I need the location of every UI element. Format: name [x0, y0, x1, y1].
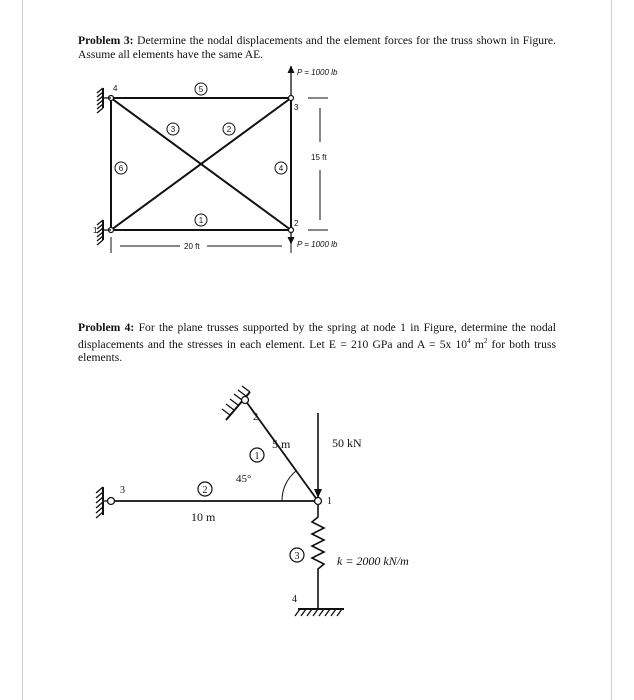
element-5-marker	[195, 83, 207, 95]
element-2-marker	[198, 482, 212, 496]
problem-4-text: For the plane trusses supported by the spring at node 1 in Figure, determine the nodal displacements and the stresses in each element. Let E = 210 GPa and A = 5x 10	[78, 321, 556, 351]
problem-4-exponent: 4	[467, 336, 471, 345]
height-dimension	[308, 98, 328, 230]
load-label: 50 kN	[332, 436, 362, 450]
problem-4-exponent-2: 2	[483, 336, 488, 345]
joint-1	[315, 498, 322, 505]
spring-constant-label: k = 2000 kN/m	[337, 554, 409, 568]
node-label-2: 2	[253, 412, 258, 423]
pin-support-node-4-icon	[97, 88, 111, 113]
truss-members	[111, 98, 291, 230]
inclined-length-label: 5 m	[272, 437, 291, 451]
element-3-marker	[167, 123, 179, 135]
svg-text:3: 3	[170, 125, 176, 134]
load-bottom-label: P = 1000 lb	[297, 240, 338, 249]
element-3-marker	[290, 548, 304, 562]
element-markers	[115, 83, 287, 226]
width-dimension	[111, 237, 291, 253]
node-labels	[120, 412, 332, 605]
node-label-4: 4	[292, 594, 297, 605]
problem-3-label: Problem 3:	[78, 34, 134, 47]
element-1-marker	[195, 214, 207, 226]
element-2-marker	[223, 123, 235, 135]
pin-support-node-3-icon	[96, 487, 115, 518]
problem-3-text: Determine the nodal displacements and the element forces for the truss shown in Figure. Assume all elements have the same AE.	[78, 34, 556, 61]
ground-support-node-4-icon	[295, 609, 344, 616]
problem-4-statement	[78, 321, 556, 364]
problem-4-text-end: for both truss elements.	[78, 337, 556, 364]
svg-text:2: 2	[202, 485, 208, 496]
problem-4-spring-truss-figure	[0, 385, 634, 625]
element-6-marker	[115, 162, 127, 174]
element-4-marker	[275, 162, 287, 174]
node-label-3: 3	[120, 485, 125, 496]
svg-text:1: 1	[254, 451, 260, 462]
node-label-1: 1	[327, 496, 332, 507]
svg-text:5: 5	[198, 85, 204, 94]
problem-4-text-unit: m	[470, 337, 484, 351]
svg-text:3: 3	[294, 551, 300, 562]
problem-4-label: Problem 4:	[78, 321, 135, 334]
joint-3	[289, 96, 294, 101]
angle-arc	[282, 471, 296, 501]
svg-text:2: 2	[226, 125, 232, 134]
joint-2	[289, 228, 294, 233]
node-label-4: 4	[113, 84, 118, 93]
svg-text:4: 4	[278, 164, 284, 173]
pin-support-node-2-icon	[222, 386, 250, 420]
node-label-1: 1	[93, 226, 98, 235]
height-dimension-label: 15 ft	[311, 153, 327, 162]
pin-support-node-1-icon	[97, 220, 111, 245]
load-top-label: P = 1000 lb	[297, 68, 338, 77]
node-label-2: 2	[294, 219, 299, 228]
svg-text:1: 1	[198, 216, 204, 225]
element-1-marker	[250, 448, 264, 462]
width-dimension-label: 20 ft	[184, 242, 200, 251]
spring-element-3-icon	[312, 501, 324, 609]
problem-3-truss-figure	[0, 50, 634, 330]
svg-text:6: 6	[118, 164, 124, 173]
angle-label: 45°	[236, 473, 252, 485]
horizontal-length-label: 10 m	[191, 510, 216, 524]
element-markers	[198, 448, 304, 562]
node-label-3: 3	[294, 103, 299, 112]
